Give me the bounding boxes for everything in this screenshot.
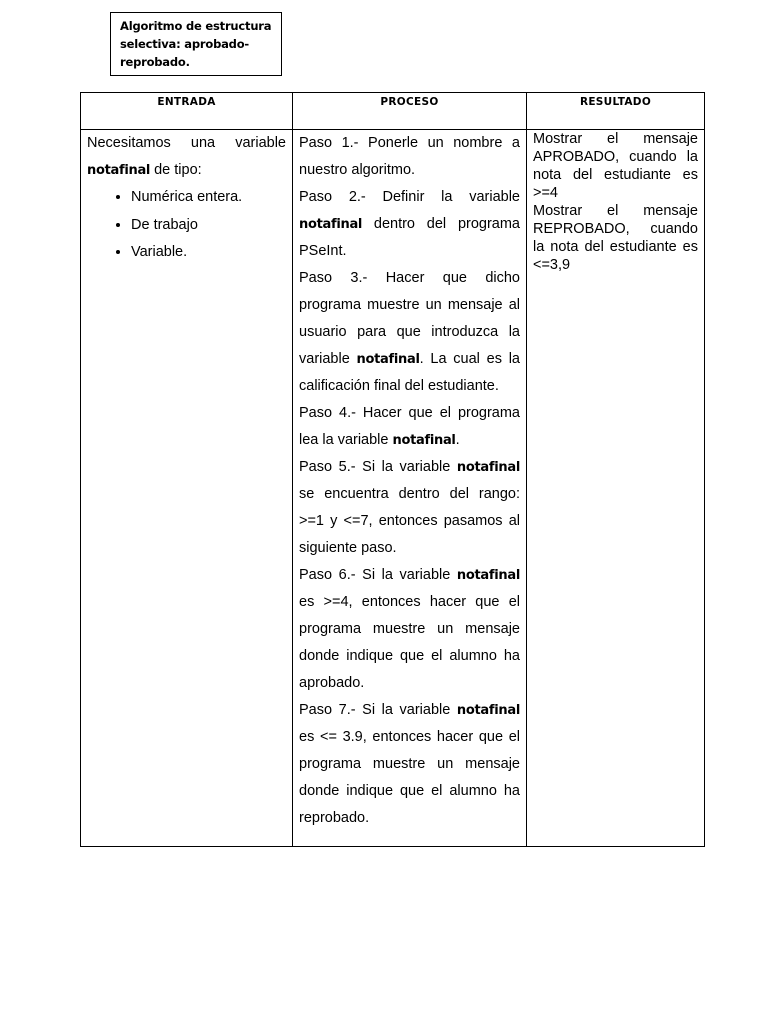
keyword-notafinal: notafinal xyxy=(87,163,151,178)
keyword-notafinal: notafinal xyxy=(356,352,420,367)
table-body-row xyxy=(81,130,705,847)
paso-2: Paso 2.- Definir la variable notafinal dentro del programa PSeInt. xyxy=(299,189,520,259)
keyword-notafinal: notafinal xyxy=(392,433,456,448)
list-item: • Variable. xyxy=(131,239,286,267)
paso-1: Paso 1.- Ponerle un nombre a nuestro algoritmo. xyxy=(299,135,520,178)
document-title-box xyxy=(110,12,282,76)
paso-7: Paso 7.- Si la variable notafinal es <= 3.9, entonces hacer que el programa muestre un mensaje donde indique que el alumno ha reprobado. xyxy=(299,702,520,826)
table-header-row xyxy=(81,93,705,130)
resultado-aprobado: Mostrar el mensaje APROBADO, cuando la nota del estudiante es >=4 xyxy=(533,131,698,201)
entrada-cell xyxy=(81,130,293,847)
entrada-type-list xyxy=(87,184,286,267)
list-item: • Numérica entera. xyxy=(131,184,286,212)
keyword-notafinal: notafinal xyxy=(456,703,520,718)
paso-3: Paso 3.- Hacer que dicho programa muestre un mensaje al usuario para que introduzca la variable notafinal. La cual es la calificación final del estudiante. xyxy=(299,270,520,394)
paso-6: Paso 6.- Si la variable notafinal es >=4, entonces hacer que el programa muestre un mensaje donde indique que el alumno ha aprobado. xyxy=(299,567,520,691)
paso-4: Paso 4.- Hacer que el programa lea la variable notafinal. xyxy=(299,405,520,448)
title-line: reprobado. xyxy=(120,55,190,69)
algorithm-table xyxy=(80,92,705,847)
proceso-cell xyxy=(293,130,527,847)
title-line: Algoritmo de estructura xyxy=(120,19,272,33)
paso-5: Paso 5.- Si la variable notafinal se encuentra dentro del rango: >=1 y <=7, entonces pasamos al siguiente paso. xyxy=(299,459,520,556)
resultado-reprobado: Mostrar el mensaje REPROBADO, cuando la nota del estudiante es <=3,9 xyxy=(533,203,698,273)
entrada-intro-cont: notafinal de tipo: xyxy=(87,162,202,178)
keyword-notafinal: notafinal xyxy=(299,217,363,232)
keyword-notafinal: notafinal xyxy=(456,460,520,475)
list-item: • De trabajo xyxy=(131,212,286,240)
header-entrada: ENTRADA xyxy=(81,93,293,130)
resultado-cell xyxy=(527,130,705,847)
keyword-notafinal: notafinal xyxy=(456,568,520,583)
header-resultado: RESULTADO xyxy=(527,93,705,130)
entrada-intro: Necesitamos una variable xyxy=(87,135,286,151)
title-line: selectiva: aprobado- xyxy=(120,37,249,51)
header-proceso: PROCESO xyxy=(293,93,527,130)
